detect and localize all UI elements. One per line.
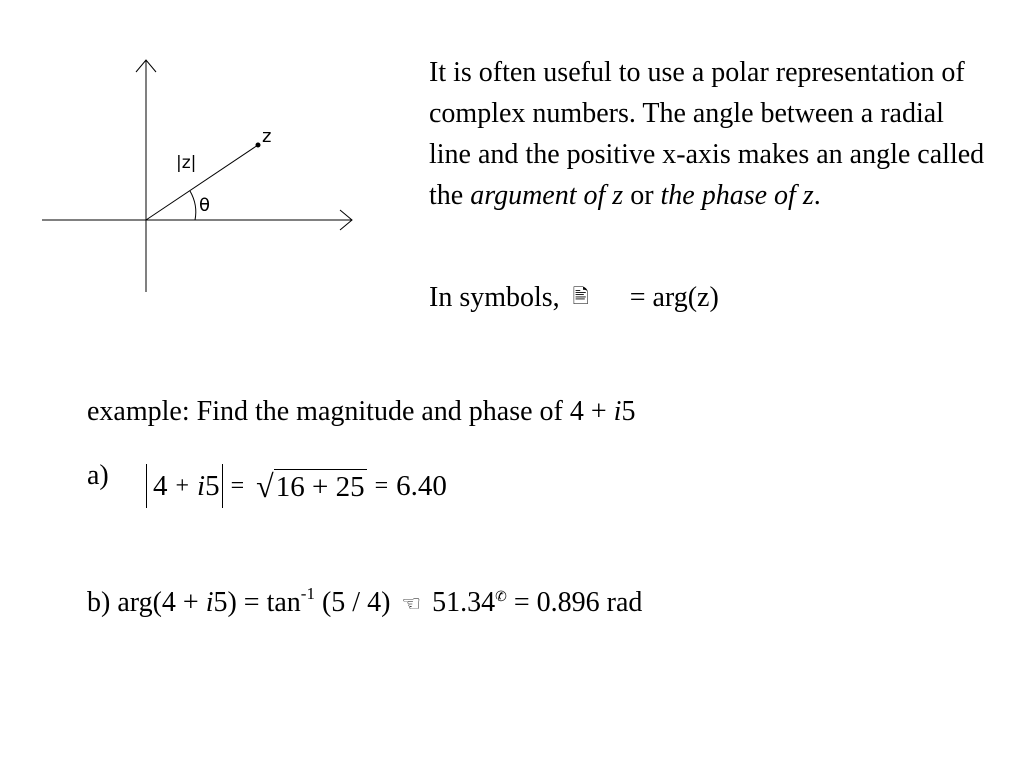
example-imaginary-unit: i <box>613 396 622 427</box>
term-phase: the phase of z <box>660 180 814 211</box>
equals-1: = <box>230 472 245 499</box>
or-word: or <box>630 180 654 211</box>
part-b-imaginary-unit: i <box>205 587 214 618</box>
angle-arc <box>190 191 196 220</box>
angle-label: θ <box>199 195 211 216</box>
term-argument: argument of z <box>470 180 624 211</box>
pointing-hand-icon: ☜ <box>401 592 422 617</box>
point-z <box>256 143 261 148</box>
magnitude-label: |z| <box>176 153 197 173</box>
phase-equation <box>87 577 642 625</box>
part-b-prefix: b) arg(4 + <box>87 587 199 618</box>
degree-value: 51.34 <box>432 587 496 618</box>
intro-text: It is often useful to use a polar representation of complex numbers. The angle between a radial line and the positive x-axis makes an angle called the <box>429 57 985 211</box>
abs-imag: 5 <box>205 469 220 502</box>
symbols-rhs: = arg(z) <box>629 282 719 313</box>
part-a-label: a) <box>87 460 109 491</box>
intro-paragraph <box>429 52 989 216</box>
absolute-value <box>146 464 223 508</box>
point-label: z <box>262 126 272 147</box>
abs-imaginary-unit: i <box>197 469 206 502</box>
example-number: 5 <box>621 396 636 427</box>
square-root <box>256 469 366 504</box>
equals-2: = <box>374 472 389 499</box>
radicand: 16 + 25 <box>275 470 365 503</box>
document-glyph-icon: 🖹 <box>572 284 589 308</box>
inverse-superscript: -1 <box>300 584 315 603</box>
magnitude-result: 6.40 <box>396 469 447 502</box>
part-b-mid: 5) = tan <box>213 587 301 618</box>
magnitude-equation <box>146 462 447 510</box>
radian-result: = 0.896 rad <box>513 587 643 618</box>
abs-plus: + <box>175 472 190 499</box>
polar-diagram <box>30 50 370 300</box>
example-prefix: example: Find the magnitude and phase of 4 + <box>87 396 607 427</box>
intro-period: . <box>813 180 821 211</box>
symbols-line <box>429 276 719 318</box>
sqrt-icon: √ <box>256 467 274 504</box>
fraction: (5 / 4) <box>321 587 391 618</box>
example-prompt <box>87 392 635 432</box>
abs-real: 4 <box>153 469 168 502</box>
symbols-prefix: In symbols, <box>429 282 560 313</box>
phone-glyph-icon: ✆ <box>495 589 507 605</box>
